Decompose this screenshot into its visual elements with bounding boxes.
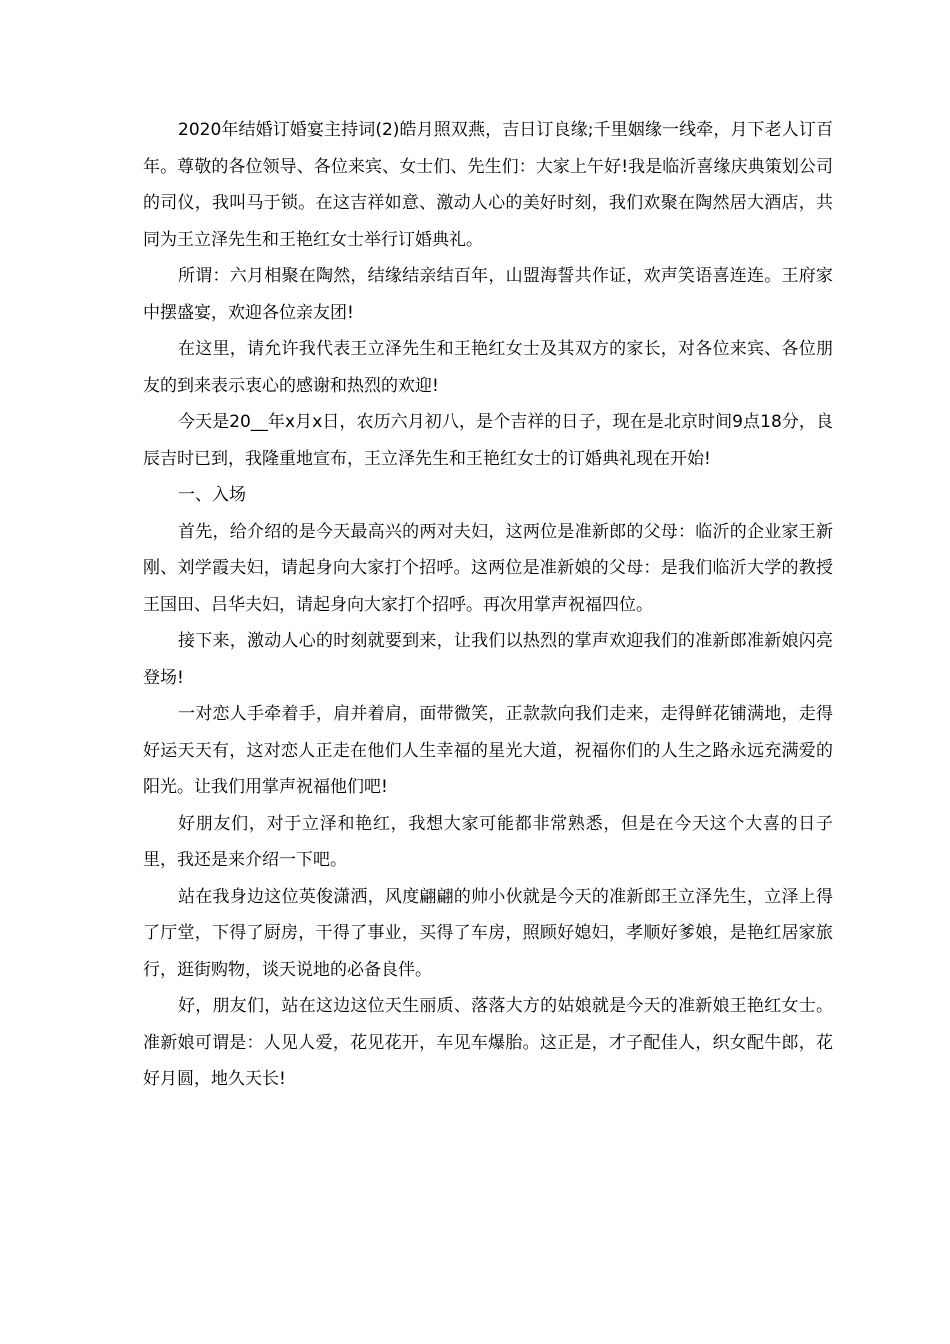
paragraph-11: 好，朋友们，站在这边这位天生丽质、落落大方的姑娘就是今天的准新娘王艳红女士。准新娘可谓是：人见人爱，花见花开，车见车爆胎。这正是，才子配佳人，织女配牛郎，花好月圆，地久天长! [143,996,833,1089]
paragraph-3: 在这里，请允许我代表王立泽先生和王艳红女士及其双方的家长，对各位来宾、各位朋友的到来表示衷心的感谢和热烈的欢迎! [143,339,833,396]
paragraph-9: 好朋友们，对于立泽和艳红，我想大家可能都非常熟悉，但是在今天这个大喜的日子里，我还是来介绍一下吧。 [143,813,833,870]
section-heading-entrance: 一、入场 [178,485,246,505]
paragraph-6: 首先，给介绍的是今天最高兴的两对夫妇，这两位是准新郎的父母：临沂的企业家王新刚、刘学霞夫妇，请起身向大家打个招呼。这两位是准新娘的父母：是我们临沂大学的教授王国田、吕华夫妇，请起身向大家打个招呼。再次用掌声祝福四位。 [143,521,833,615]
paragraph-2: 所谓：六月相聚在陶然，结缘结亲结百年，山盟海誓共作证，欢声笑语喜连连。王府家中摆盛宴，欢迎各位亲友团! [143,266,833,323]
paragraph-7: 接下来，激动人心的时刻就要到来，让我们以热烈的掌声欢迎我们的准新郎准新娘闪亮登场! [143,631,833,688]
paragraph-1: 2020年结婚订婚宴主持词(2)皓月照双燕，吉日订良缘;千里姻缘一线牵，月下老人订百年。尊敬的各位领导、各位来宾、女士们、先生们：大家上午好!我是临沂喜缘庆典策划公司的司仪，我叫马于锁。在这吉祥如意、激动人心的美好时刻，我们欢聚在陶然居大酒店，共同为王立泽先生和王艳红女士举行订婚典礼。 [143,120,833,250]
paragraph-8: 一对恋人手牵着手，肩并着肩，面带微笑，正款款向我们走来，走得鲜花铺满地，走得好运天天有，这对恋人正走在他们人生幸福的星光大道，祝福你们的人生之路永远充满爱的阳光。让我们用掌声祝福他们吧! [143,704,833,797]
paragraph-4: 今天是20__年x月x日，农历六月初八，是个吉祥的日子，现在是北京时间9点18分，良辰吉时已到，我隆重地宣布，王立泽先生和王艳红女士的订婚典礼现在开始! [143,412,833,469]
document-body [143,112,833,1098]
paragraph-10: 站在我身边这位英俊潇洒，风度翩翩的帅小伙就是今天的准新郎王立泽先生，立泽上得了厅堂，下得了厨房，干得了事业，买得了车房，照顾好媳妇，孝顺好爹娘，是艳红居家旅行，逛街购物，谈天说地的必备良伴。 [143,886,833,980]
